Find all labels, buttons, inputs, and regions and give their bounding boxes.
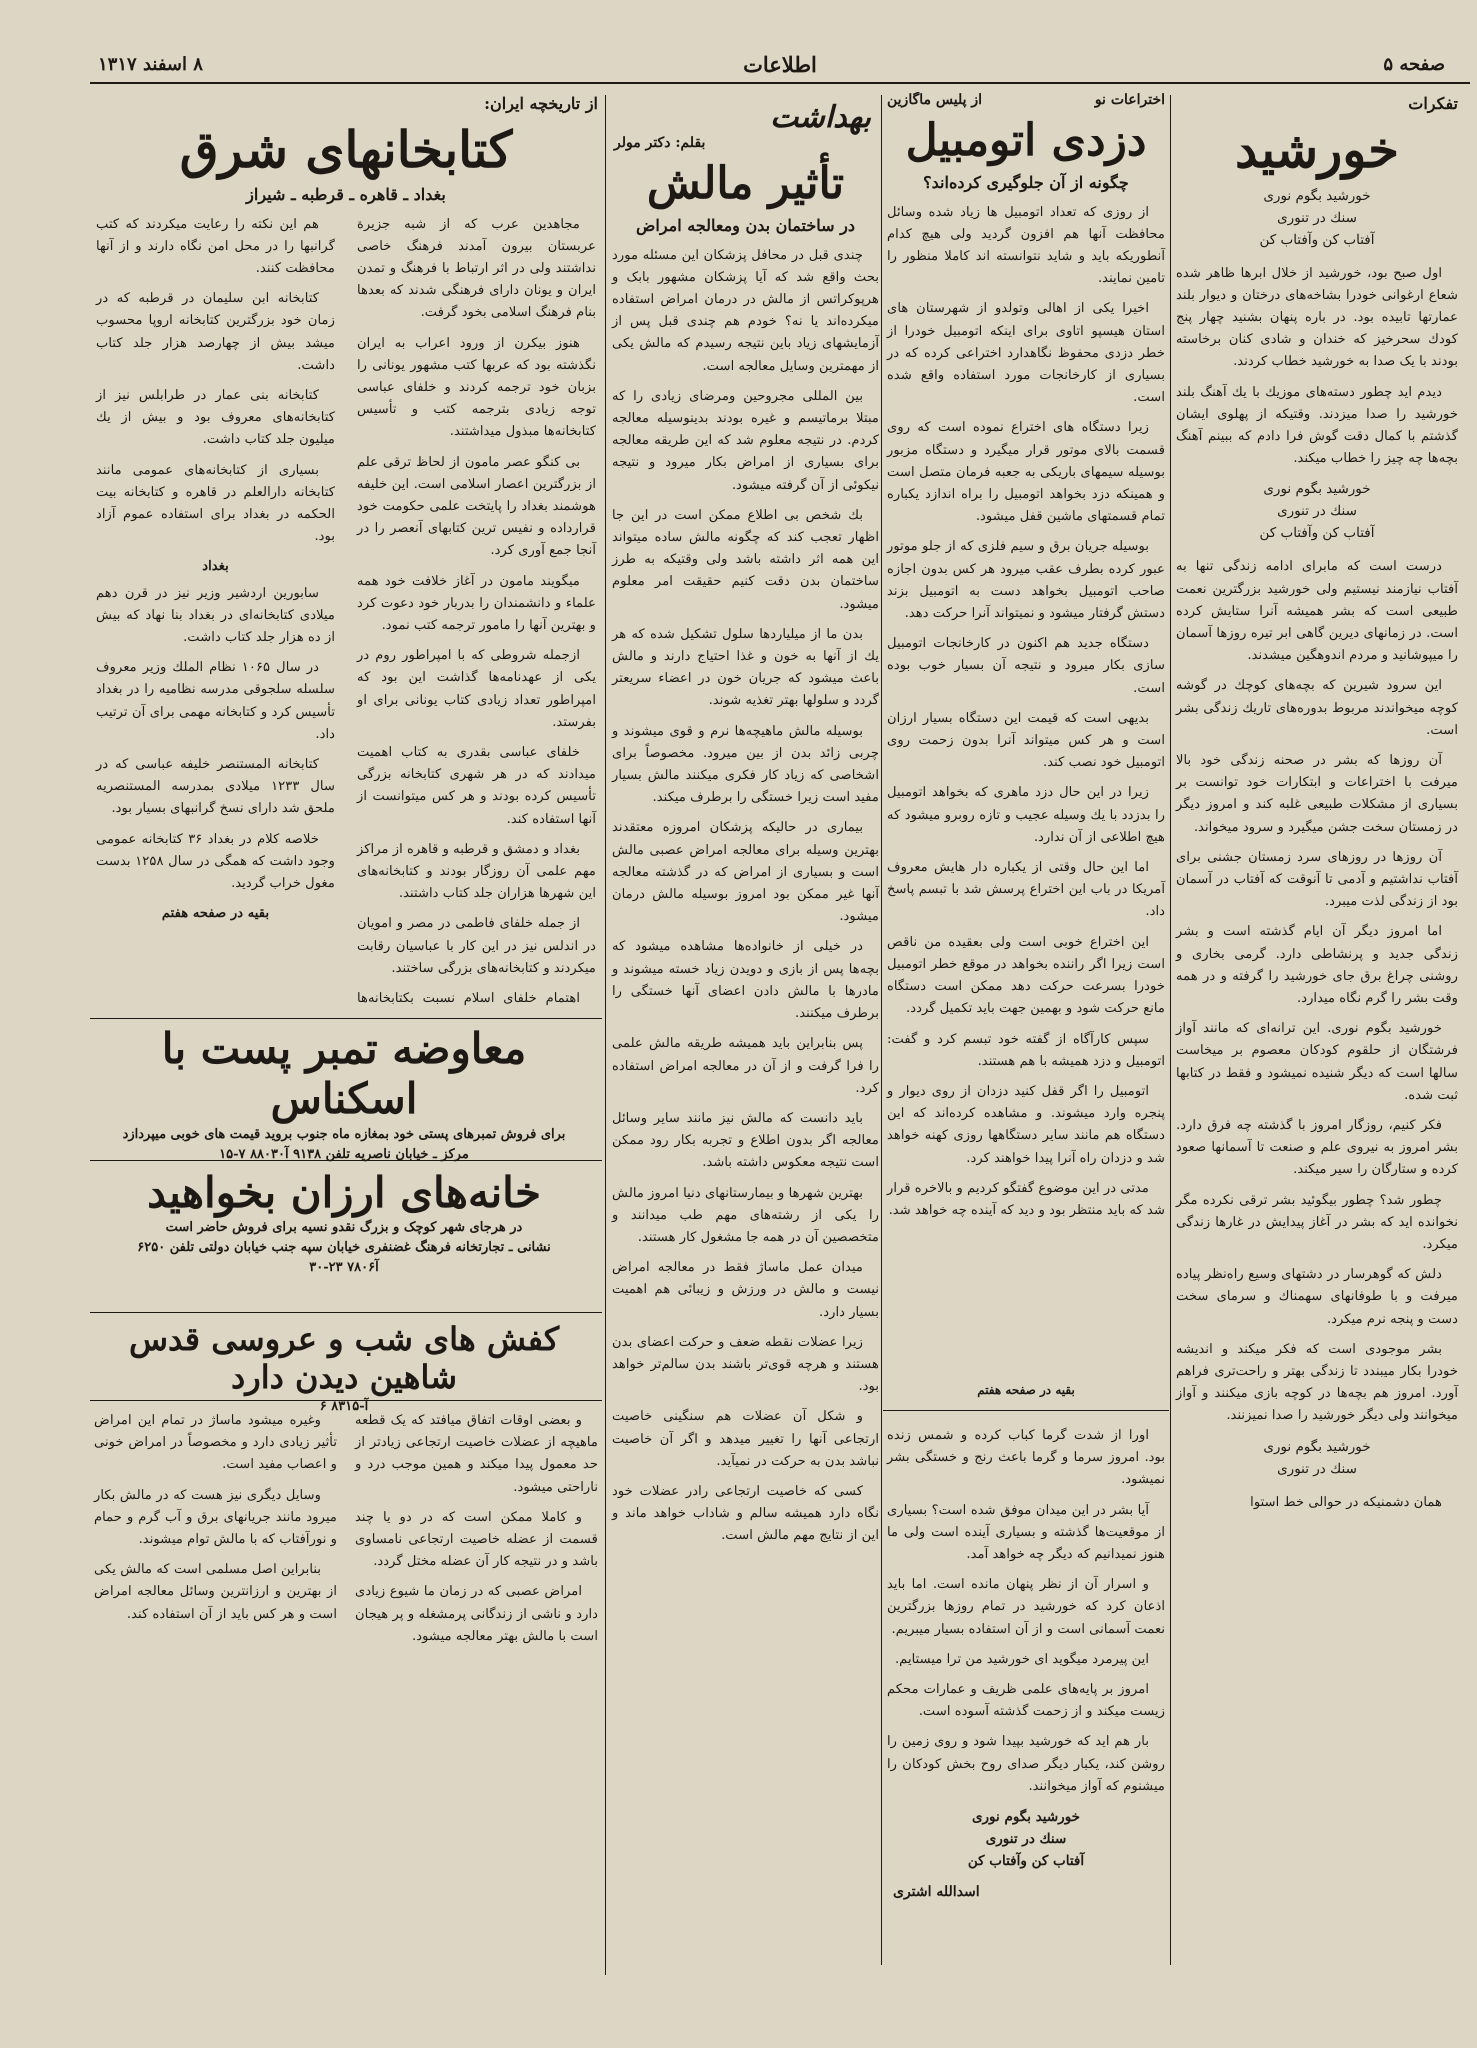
ad-divider [90, 1312, 602, 1313]
paragraph: خورشید بگوم نوری. این ترانه‌ای که مانند آواز فرشتگان از حلقوم کودکان معصوم بر میخاست سالها است که دیگر شنیده نمیشود و فقط در کتابها ثبت شده. [1176, 1021, 1458, 1103]
ad-text: آ-۸۳۱۵ ۶ [319, 1398, 369, 1414]
paragraph: وغیره میشود ماساژ در تمام این امراض تأثیر زیادی دارد و مخصوصاً در امراض خونی و اعصاب مفید است. [94, 1413, 337, 1473]
continued-note: بقیه در صفحه هفتم [977, 1383, 1075, 1397]
two-column-body [90, 214, 602, 1013]
paragraph: آیا بشر در این میدان موفق شده است؟ بسیاری از موقعیت‌ها گذشته و بسیاری آینده است ولی ما هنوز نمیدانیم که دیگر چه خواهد آمد. [887, 1502, 1165, 1563]
poem-line: آفتاب کن وآفتاب کن [1259, 231, 1375, 248]
paragraph: کسی که خاصیت ارتجاعی رادر عضلات خود نگاه دارد همیشه سالم و شاداب خواهد ماند و این از نتایج مهم مالش است. [612, 1483, 879, 1544]
article-massage [608, 92, 883, 2022]
paragraph: فکر کنیم، روزگار امروز با گذشته چه فرق دارد. بشر امروز به نیروی علم و صنعت تا آسمانها صعود کرده و ستارگان را سیر میکند. [1176, 1118, 1458, 1178]
poem-line: سنك در تنوری [1277, 209, 1357, 226]
paragraph: و اسرار آن از نظر پنهان مانده است. اما باید اذعان کرد که خورشید در تمام روزها بزرگترین نعمت آسمانی است و از آن استفاده بسیار میبریم. [887, 1577, 1165, 1637]
ad-divider [90, 1160, 602, 1161]
paragraph: اتومبیل را اگر قفل کنید دزدان از روی دیوار و پنجره وارد میشوند. و مشاهده کرده‌اند که این دستگاه هم مانند سایر دستگاهها روزی کهنه خواهد شد و دزدان راه آنرا پیدا خواهند کرد. [887, 1083, 1165, 1166]
article-body [883, 202, 1169, 1223]
article-body [1172, 556, 1462, 1427]
headline-libraries: کتابخانهای شرق [179, 120, 513, 179]
article-body [353, 214, 600, 1013]
paragraph: بین المللی مجروحین ومرضای زیادی را که مبتلا برماتیسم و غیره بودند بدینوسیله معالجه کردم. در نتیجه معلوم شد که این طریقه معالجه برای بسیاری از امراض بکار میرود و نتیجه نیکوئی از آن گرفته میشود. [612, 388, 879, 493]
paragraph: آن روزها که بشر در صحنه زندگی خود بالا میرفت با اختراعات و ابتکارات خود توانست بر بسیاری از مشکلات طبیعی غلبه کند و امروز دیگر در زمستان سخت جشن میگیرد و سرود میخواند. [1176, 752, 1458, 835]
paragraph: اما این حال وقتی از یکباره دار هایش معروف آمریکا در باب این اختراع پرسش شد با تبسم پاسخ داد. [887, 860, 1165, 920]
paragraph: اهتمام خلفای اسلام نسبت بکتابخانه‌ها [357, 991, 580, 1006]
paragraph: میگویند مامون در آغاز خلافت خود همه علماء و دانشمندان را بدربار خود دعوت کرد و بهترین آنها را مامور ترجمه کتب نمود. [357, 573, 596, 633]
ad-title: خانه‌های ارزان بخواهید [147, 1168, 541, 1217]
paragraph: این پیرمرد میگوید ای خورشید من ترا میستایم. [894, 1651, 1149, 1667]
ad-text: در هرجای شهر کوچک و بزرگ نقدو نسیه برای فروش حاضر است [165, 1220, 523, 1236]
headline-sun: خورشید [1234, 120, 1400, 179]
paragraph: هم این نکته را رعایت میکردند که کتب گرانبها را در محل امن نگاه دارند و از آنها محافظت کنند. [96, 216, 335, 276]
paragraph: و کاملا ممکن است که در دو یا چند قسمت از عضله خاصیت ارتجاعی نامساوی باشد و در نتیجه کار آن عضله مختل گردد. [355, 1509, 598, 1570]
ad-text: نشانی ـ تجارتخانه فرهنگ غضنفری خیابان سپه جنب خیابان دولتی تلفن ۶۲۵۰ [137, 1240, 551, 1256]
paragraph: مجاهدین عرب که از شبه جزیرة عربستان بیرون آمدند فرهنگ خاصی نداشتند ولی در اثر ارتباط با فرهنگ و تمدن ایران و یونان دارای فرهنگی شدند که بعدها بنام فرهنگ اسلامی بخود گرفت. [357, 216, 596, 321]
paragraph: بنابراین اصل مسلمی است که مالش یکی از بهترین و ارزانترین وسائل معالجه امراض است و هر کس باید از آن استفاده کند. [94, 1562, 337, 1622]
paragraph: همان دشمنیکه در حوالی خط استوا [1250, 1494, 1442, 1510]
ad-cheap-houses [90, 1168, 598, 1278]
article-car-theft [883, 92, 1169, 1402]
paragraph: در سال ۱۰۶۵ نظام الملك وزیر معروف سلسله سلجوقی مدرسه نظامیه را در بغداد تأسیس کرد و کتابخانه مهمی برای آن ترتیب داد. [96, 660, 335, 742]
author-signature: اسدالله اشتری [893, 1884, 980, 1901]
paragraph: کتابخانه المستنصر خلیفه عباسی که در سال ۱۲۳۳ میلادی بمدرسه المستنصریه ملحق شد دارای نسخ گرانبهای بسیار بود. [96, 756, 335, 817]
paragraph: اول صبح بود، خورشید از خلال ابرها ظاهر شده شعاع ارغوانی خودرا بشاخه‌های درختان و دیوار بلند عمارتها تابیده بود. در باره پنهان بشنید چهار پنج کودك سحرخیز که خندان و شادی کنان برخاسته بودند با یک صدا به خورشید خطاب کردند. [1176, 265, 1458, 370]
paragraph: زیرا دستگاه های اختراع نموده است که روی قسمت بالای موتور قرار میگیرد و دستگاه مزبور بوسیله سیمهای باریکی به جعبه فرمان متصل است و همینکه دزد بخواهد اتومبیل را براه اندازد یکباره تمام قسمتهای ماشین قفل میشود. [887, 420, 1165, 525]
source-credit: از پلیس ماگازین [887, 92, 983, 108]
poem-line: آفتاب کن وآفتاب کن [1259, 525, 1375, 542]
paragraph: بسیاری از کتابخانه‌های عمومی مانند کتابخانه دارالعلم در قاهره و کتابخانه بیت الحکمه در بغداد برای استفاده عموم آزاد بود. [96, 462, 335, 545]
newspaper-name: اطلاعات [743, 52, 817, 77]
paragraph: این اختراع خوبی است ولی بعقیده من ناقص است زیرا اگر راننده بخواهد در موقع خطر اتومبیل خودرا بسرعت حرکت دهد ممکن است دستگاه مانع حرکت شود و بهمین جهت باید تکمیل گردد. [887, 934, 1165, 1017]
paragraph: بدن ما از میلیاردها سلول تشکیل شده که هر یك از آنها به خون و غذا احتیاج دارند و مالش باعث میشود که جریان خون در اعضاء سریعتر گردد و سلولها بهتر تغذیه شوند. [612, 626, 879, 709]
ad-text: برای فروش تمبرهای پستی خود بمغازه ماه جنوب بروید قیمت های خوبی میپردازد [122, 1126, 566, 1142]
poem-line: سنك در تنوری [1277, 1460, 1357, 1477]
paragraph: پس بنابراین باید همیشه طریقه مالش علمی را فرا گرفت و از آن در معالجه امراض استفاده کرد. [612, 1036, 879, 1096]
paragraph: وسایل دیگری نیز هست که در مالش بکار میرود مانند جریانهای برق و آب گرم و حمام و نورآفتاب که با مالش توام میشوند. [94, 1487, 337, 1548]
paragraph: سابورین اردشیر وزیر نیز در قرن دهم میلادی کتابخانه‌ای در بغداد بنا نهاد که بیش از ده هزار جلد کتاب داشت. [96, 585, 335, 645]
poem [1172, 478, 1462, 544]
paragraph: چندی قبل در محافل پزشکان این مسئله مورد بحث واقع شد که آیا پزشکان مشهور بابک و هرپوکراتس از مالش در درمان امراض استفاده میکرده‌اند یا نه؟ خودم هم چندی قبل پس از آزمایشهای زیاد باین نتیجه رسیدم که مالش یکی از مهمترین وسایل معالجه است. [612, 247, 879, 374]
paragraph: بیماری در حالیکه پزشکان امروزه معتقدند بهترین وسیله برای معالجه امراض عصبی مالش است و بسیاری از امراض که در گذشته معالجه آنها غیر ممکن بود امروز بوسیله مالش درمان میشود. [612, 820, 879, 925]
ad-divider [90, 1018, 602, 1019]
paragraph: هنوز بیکرن از ورود اعراب به ایران نگذشته بود که عربها کتب مشهور یونانی را بزبان خود ترجمه کردند و خلفای عباسی توجه زیادی بترجمه کتب و تأسیس کتابخانه‌ها مبذول میداشتند. [357, 335, 596, 440]
poem-line: سنك در تنوری [985, 1831, 1067, 1848]
page-number: صفحه ۵ [1383, 54, 1445, 75]
issue-date: ۸ اسفند ۱۳۱۷ [98, 54, 203, 75]
poem-line: خورشید بگوم نوری [1263, 187, 1371, 204]
paragraph: خلفای عباسی بقدری به کتاب اهمیت میدادند که در هر شهری کتابخانه بزرگی تأسیس کرده بودند و هر کس میتوانست از آنها استفاده کند. [357, 744, 596, 827]
paragraph: ازجمله شروطی که با امپراطور روم در یکی از عهدنامه‌ها گذاشت این بود که امپراطور تعداد زیادی کتاب یونانی برای او بفرستد. [357, 648, 596, 730]
section-subheading: بغداد [202, 559, 229, 575]
article-body [883, 1425, 1169, 1798]
headline-massage: تأثیر مالش [646, 158, 845, 209]
continued-note: بقیه در صفحه هفتم [161, 906, 270, 922]
paragraph: در خیلی از خانواده‌ها مشاهده میشود که بچه‌ها پس از بازی و دویدن زیاد خسته میشوند و مادرها با مالش دادن اعضای آنها خستگی را برطرف میکنند. [612, 939, 879, 1022]
paragraph: بك شخص بی اطلاع ممکن است در این جا اظهار تعجب کند که چگونه مالش ساده میتواند این همه اثر داشته باشد ولی وقتیکه به طرز ساختمان بدن دقت کنیم حقیقت امر معلوم میشود. [612, 507, 879, 612]
paragraph: آن روزها در روزهای سرد زمستان جشنی برای آفتاب نداشتیم و آدمی تا آنوقت که آفتاب در آسمان بود از زندگی لذت میبرد. [1176, 849, 1458, 910]
paragraph: بوسیله جریان برق و سیم فلزی که از جلو موتور عبور کرده بطرف عقب میرود هر کس بدون اجازه صاحب اتومبیل بخواهد دست به اتومبیل بزند دستش گرفتار میشود و نمیتواند آنرا حرکت دهد. [887, 539, 1165, 622]
paragraph: بهترین شهرها و بیمارستانهای دنیا امروز مالش را یکی از رشته‌های مهم طب میدانند و متخصصین آن در همه جا مشغول کار هستند. [612, 1185, 879, 1245]
paragraph: سپس کارآگاه از گفته خود تبسم کرد و گفت: اتومبیل و دزد همیشه با هم هستند. [887, 1031, 1165, 1069]
paragraph: بار هم اید که خورشید بپیدا شود و روی زمین را روشن کند، یکبار دیگر صدای روح بخش کودکان را میشنوم که آواز میخوانند. [887, 1734, 1165, 1794]
article-body [90, 1410, 341, 1940]
paragraph: امروز بر پایه‌های علمی ظریف و عمارات محکم زیست میکند و از زحمت گذشته آسوده است. [887, 1682, 1165, 1720]
article-body [92, 214, 339, 1013]
paragraph: از روزی که تعداد اتومبیل ها زیاد شده وسائل محافظت آنها هم افزون گردید ولی هیچ کدام آنطوریکه باید و شاید نتوانسته اند کاملا منظور را تامین نمایند. [887, 204, 1165, 287]
paragraph: بدیهی است که قیمت این دستگاه بسیار ارزان است و هر کس میتواند آنرا بدون زحمت روی اتومبیل خود نصب کند. [887, 710, 1165, 771]
article-body [351, 1410, 602, 1940]
subheadline: چگونه از آن جلوگیری کرده‌اند؟ [923, 172, 1129, 192]
paragraph: خلاصه کلام در بغداد ۳۶ کتابخانه عمومی وجود داشت که همگی در سال ۱۲۵۸ بدست مغول خراب گردید. [96, 831, 335, 891]
paragraph: این سرود شیرین که بچه‌های کوچك در گوشه کوچه میخواندند مربوط بدوره‌های تاریك زندگی بشر است. [1176, 678, 1458, 738]
paragraph: اخیرا یکی از اهالی وتولدو از شهرستان های استان هیسپو اتاوی برای اینکه اتومبیل خودرا از خطر دزدی محفوظ نگاهدارد اختراعی کرده که در بسیاری از کارخانجات مورد استفاده واقع شده است. [887, 301, 1165, 406]
poem-line: آفتاب کن وآفتاب کن [967, 1853, 1085, 1870]
paragraph: و شکل آن عضلات هم سنگینی خاصیت ارتجاعی آنها را تغییر میدهد و اگر آن خاصیت نباشد بدن به حرکت در نمیآید. [612, 1409, 879, 1469]
article-body [1172, 1492, 1462, 1514]
article-body [1172, 263, 1462, 471]
paragraph: دلش که گوهرسار در دشتهای وسیع راه‌نظر پیاده میرفت و با طوفانهای سهمناك و سرمای سخت دست و پنجه نرم میکرد. [1176, 1267, 1458, 1327]
section-kicker: اختراعات نو [1094, 92, 1165, 108]
byline: بقلم: دکتر مولر [614, 135, 706, 151]
paragraph: چطور شد؟ چطور بیگوئید بشر ترقی نکرده مگر نخوانده اید که بشر در آغاز پیدایش در غارها زندگی میکرد. [1176, 1192, 1458, 1253]
poem-line: خورشید بگوم نوری [1263, 1438, 1371, 1455]
article-sun [1172, 92, 1462, 1962]
masthead [90, 50, 1470, 84]
subheadline: بغداد ـ قاهره ـ قرطبه ـ شیراز [246, 184, 446, 204]
paragraph: اورا از شدت گرما کباب کرده و شمس زنده بود. امروز سرما و گرما باعث رنج و خستگی بشر نمیشود. [887, 1428, 1165, 1488]
subheadline: در ساختمان بدن ومعالجه امراض [636, 215, 855, 235]
article-body [608, 245, 883, 1548]
paragraph: دستگاه جدید هم اکنون در کارخانجات اتومبیل سازی بکار میرود و نتیجه آن بسیار خوب بوده است. [887, 636, 1165, 696]
ad-text: مرکز ـ خیابان ناصریه تلفن ۹۱۳۸ آ۸۸۰۳۰ ۷-۱۵ [219, 1146, 469, 1162]
ad-divider [90, 1400, 602, 1401]
kicker-row [887, 92, 1165, 108]
poem [1172, 185, 1462, 251]
poem [1172, 1436, 1462, 1480]
column-rule [1170, 95, 1171, 1965]
paragraph: بغداد و دمشق و قرطبه و قاهره از مراکز مهم علمی آن روزگار بودند و کتابخانه‌های این شهرها هزاران جلد کتاب داشتند. [356, 841, 596, 902]
column-rule [605, 95, 606, 1975]
poem-line: خورشید بگوم نوری [1263, 481, 1371, 498]
paragraph: و بعضی اوقات اتفاق میافتد که یک قطعه ماهیچه از عضلات خاصیت ارتجاعی زیادتر از حد معمول پیدا میکند و همین موجب درد و ناراحتی میشود. [355, 1413, 598, 1495]
article-libraries [90, 92, 602, 1012]
section-label: بهداشت [770, 100, 871, 135]
ad-text: آ۷۸۰۶ ۲۳-۳۰ [309, 1260, 379, 1276]
poem [883, 1806, 1169, 1872]
article-divider [883, 1410, 1169, 1411]
paragraph: زیرا در این حال دزد ماهری که بخواهد اتومبیل را بدزدد با یك وسیله عجیب و تازه روبرو میشود که هیچ اطلاعی از آن ندارد. [887, 785, 1165, 845]
ad-title: معاوضه تمبر پست با اسکناس [161, 1024, 527, 1124]
paragraph: مدتی در این موضوع گفتگو کردیم و بالاخره قرار شد که باید منتظر بود و دید که آینده چه خواهد شد. [887, 1180, 1165, 1218]
paragraph: از جمله خلفای فاطمی در مصر و امویان در اندلس نیز در این کار با عباسیان رقابت میکردند و کتابخانه‌های بزرگی ساختند. [357, 916, 596, 976]
ad-stamp-exchange [90, 1024, 598, 1165]
paragraph: بوسیله مالش ماهیچه‌ها نرم و قوی میشوند و چربی زائد بدن از بین میرود. مخصوصاً برای اشخاصی که زیاد کار فکری میکنند مالش بسیار مفید است زیرا خستگی را برطرف میکند. [612, 723, 879, 806]
ad-evening-shoes [90, 1320, 598, 1417]
paragraph: کتابخانه ابن سلیمان در قرطبه که در زمان خود بزرگترین کتابخانه اروپا محسوب میشد بیش از چهارصد هزار جلد کتاب داشت. [96, 291, 335, 373]
paragraph: درست است که مابرای ادامه زندگی تنها به آفتاب نیازمند نیستیم ولی خورشید بزرگترین نعمت طبیعی است که بشر همیشه آنرا ستایش کرده است. در زمانهای دیرین گاهی ابر تیره روزها آسمان را میپوشانید و مردم اندوهگین میشدند. [1176, 559, 1458, 664]
paragraph: امراض عصبی که در زمان ما شیوع زیادی دارد و ناشی از زندگانی پرمشغله و پر هیجان است با مالش بهتر معالجه میشود. [355, 1584, 598, 1644]
section-kicker: از تاریخچه ایران: [484, 94, 598, 113]
paragraph: بی کنگو عصر مامون از لحاظ ترقی علم از بزرگترین اعصار اسلامی است. این خلیفه هوشمند بغداد را پایتخت علمی حکومت خود قرارداده و نفیس ترین کتابهای آنعصر را در آنجا جمع آوری کرد. [357, 454, 596, 559]
paragraph: اما امروز دیگر آن ایام گذشته است و بشر زندگی جدید و پرنشاطی دارد. گرمی بخاری و روشنی چراغ برق جای خورشید را گرفته و در همه وقت بشر را گرم نگاه میدارد. [1176, 924, 1458, 1006]
paragraph: بشر موجودی است که فکر میکند و اندیشه خودرا بکار میبندد تا زندگی بهتر و راحت‌تری فراهم آورد. امروز هم بچه‌ها در کوچه بازی میکنند و آواز میخوانند ولی دیگر خورشید را صدا نمیزنند. [1176, 1341, 1458, 1424]
headline-car-theft: دزدی اتومبیل [905, 115, 1147, 166]
massage-continued [90, 1410, 602, 1940]
paragraph: باید دانست که مالش نیز مانند سایر وسائل معالجه اگر بدون اطلاع و تجربه بکار رود ممکن است نتیجه معکوس داشته باشد. [612, 1110, 879, 1171]
article-sun-continued [883, 1425, 1169, 1945]
paragraph: زیرا عضلات نقطه ضعف و حرکت اعضای بدن هستند و هرچه قوی‌تر باشند بدن سالم‌تر خواهد بود. [612, 1334, 879, 1395]
section-kicker: تفکرات [1408, 94, 1458, 113]
paragraph: میدان عمل ماساژ فقط در معالجه امراض نیست و مالش در ورزش و زیبائی هم اهمیت بسیار دارد. [612, 1260, 879, 1320]
paragraph: کتابخانه بنی عمار در طرابلس نیز از کتابخانه‌های معروف بود و بیش از یك میلیون جلد کتاب داشت. [96, 387, 335, 448]
paragraph: دیدم اید چطور دسته‌های موزیك با یك آهنگ بلند خورشید را صدا میزدند. وقتیکه از پهلوی ایشان گذشتم با کمال دقت گوش فرا دادم که ببینم آهنگ بچه‌ها چه چیز را خطاب میکند. [1176, 384, 1458, 467]
poem-line: سنك در تنوری [1277, 503, 1357, 520]
ad-title: کفش های شب و عروسی قدس شاهین دیدن دارد [128, 1320, 560, 1397]
poem-line: خورشید بگوم نوری [971, 1809, 1081, 1826]
